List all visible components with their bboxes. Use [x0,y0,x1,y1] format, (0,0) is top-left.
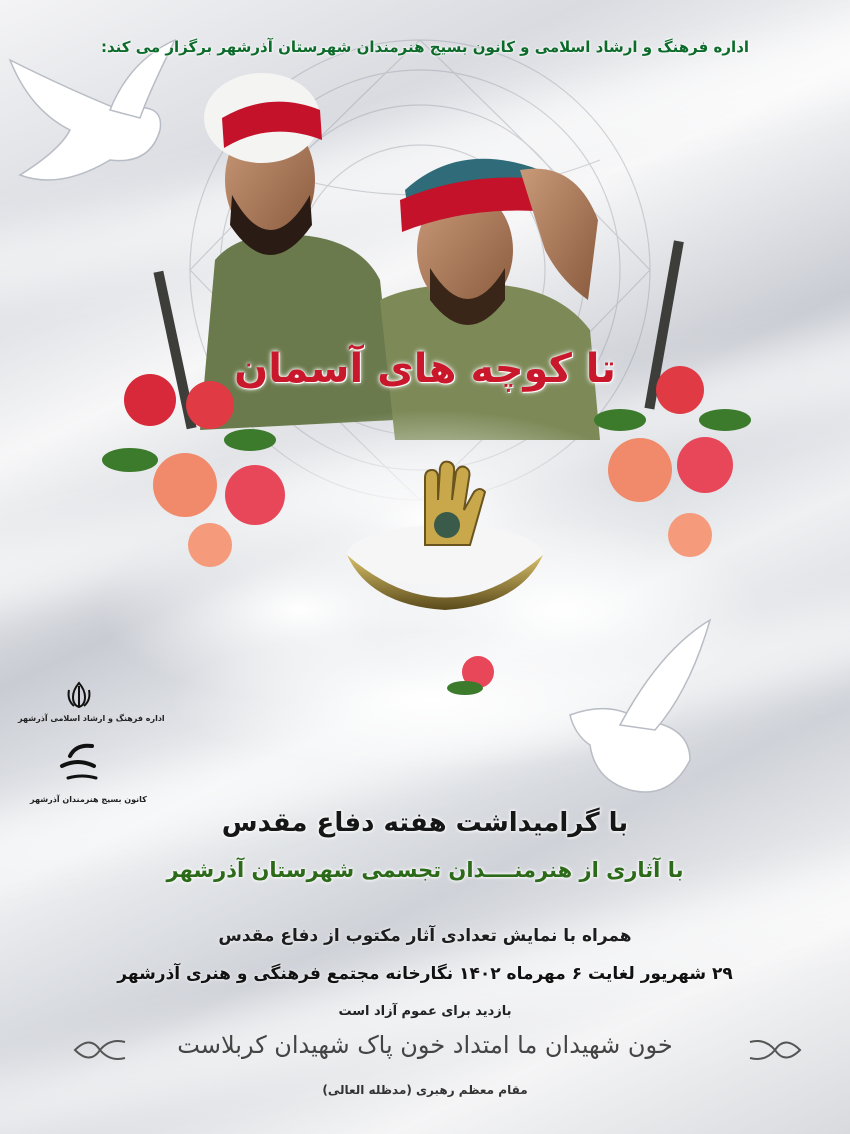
ershad-logo-caption: اداره فرهنگ و ارشاد اسلامی آذرشهر [18,714,165,723]
martyrs-quote: خون شهیدان ما امتداد خون پاک شهیدان کربلاست [177,1031,673,1059]
basij-logo-caption: کانون بسیج هنرمندان آذرشهر [30,795,147,804]
soldier-right [380,159,600,440]
occasion-heading: با گرامیداشت هفته دفاع مقدس [221,808,629,838]
artists-line: با آثاری از هنرمنــــدان تجسمی شهرستان آذرشهر [166,858,684,882]
quote-source: مقام معظم رهبری (مدظله العالی) [322,1083,528,1097]
basij-artists-logo-icon [54,740,104,784]
visit-note: بازدید برای عموم آزاد است [338,1004,512,1019]
poster-title: تا کوچه های آسمان [234,346,616,392]
exhibit-line: همراه با نمایش تعدادی آثار مکتوب از دفاع مقدس [218,926,632,946]
organizer-line: اداره فرهنگ و ارشاد اسلامی و کانون بسیج هنرمندان شهرستان آذرشهر برگزار می کند: [100,38,750,56]
dates-venue-line: ۲۹ شهریور لغایت ۶ مهرماه ۱۴۰۲ نگارخانه مجتمع فرهنگی و هنری آذرشهر [117,964,733,984]
dove-top-left [10,40,175,180]
iran-emblem-icon [64,680,94,710]
